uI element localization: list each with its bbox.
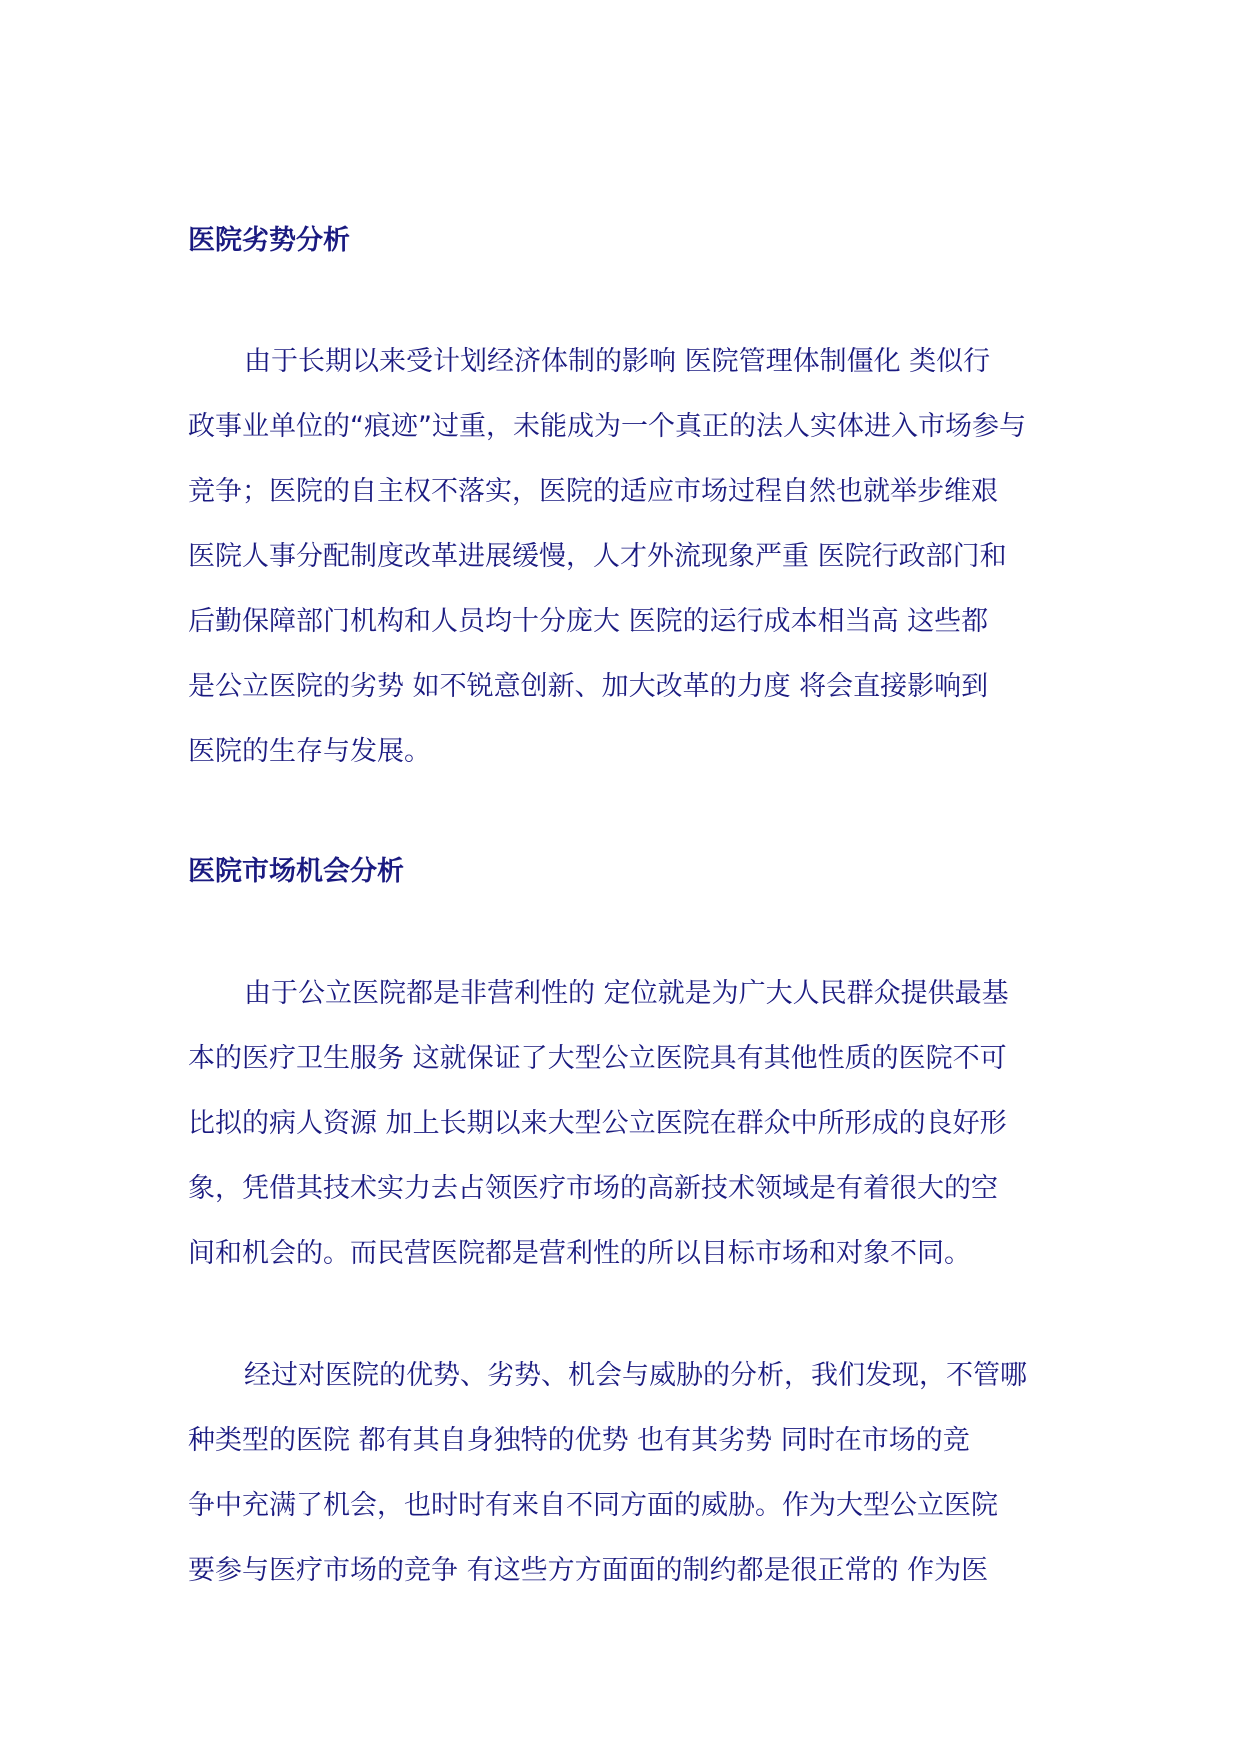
paragraph-line: 由于长期以来受计划经济体制的影响 医院管理体制僵化 类似行 <box>244 346 991 377</box>
paragraph-line: 本的医疗卫生服务 这就保证了大型公立医院具有其他性质的医院不可 <box>188 1043 1007 1074</box>
paragraph-line: 由于公立医院都是非营利性的 定位就是为广大人民群众提供最基 <box>244 978 1009 1009</box>
paragraph-line: 后勤保障部门机构和人员均十分庞大 医院的运行成本相当高 这些都 <box>188 606 989 637</box>
paragraph-line: 要参与医疗市场的竞争 有这些方方面面的制约都是很正常的 作为医 <box>188 1555 989 1586</box>
paragraph-line: 医院人事分配制度改革进展缓慢，人才外流现象严重 医院行政部门和 <box>188 541 1007 572</box>
paragraph-line: 种类型的医院 都有其自身独特的优势 也有其劣势 同时在市场的竞 <box>188 1425 970 1456</box>
paragraph-line: 间和机会的。而民营医院都是营利性的所以目标市场和对象不同。 <box>188 1238 971 1269</box>
paragraph-line: 比拟的病人资源 加上长期以来大型公立医院在群众中所形成的良好形 <box>188 1108 1007 1139</box>
paragraph-line: 争中充满了机会，也时时有来自不同方面的威胁。作为大型公立医院 <box>188 1490 998 1521</box>
paragraph-line: 是公立医院的劣势 如不锐意创新、加大改革的力度 将会直接影响到 <box>188 671 989 702</box>
section-heading-weakness: 医院劣势分析 <box>188 225 350 256</box>
section-heading-opportunity: 医院市场机会分析 <box>188 856 404 887</box>
paragraph-line: 政事业单位的“痕迹”过重，未能成为一个真正的法人实体进入市场参与 <box>188 411 1026 442</box>
paragraph-line: 经过对医院的优势、劣势、机会与威胁的分析，我们发现，不管哪 <box>244 1360 1027 1391</box>
paragraph-line: 医院的生存与发展。 <box>188 736 431 767</box>
paragraph-line: 象，凭借其技术实力去占领医疗市场的高新技术领域是有着很大的空 <box>188 1173 998 1204</box>
paragraph-line: 竞争；医院的自主权不落实，医院的适应市场过程自然也就举步维艰 <box>188 476 998 507</box>
